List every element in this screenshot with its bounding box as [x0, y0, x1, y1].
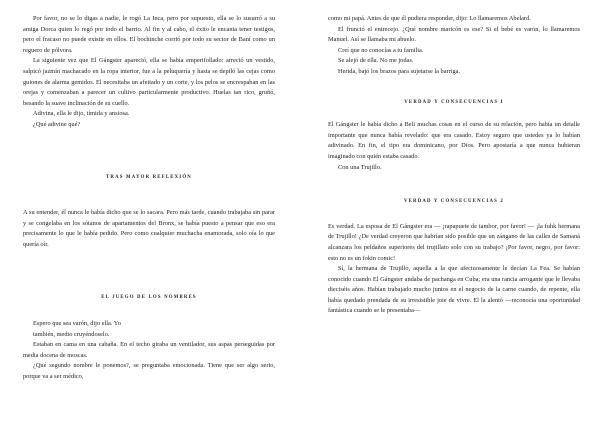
paragraph: Creí que no conocías a tu familia. — [338, 46, 424, 54]
section-title: EL JUEGO DE LOS NOMBRES — [101, 294, 197, 300]
paragraph: El frunció el entrecejo. ¿Qué nombre maricón es ese? Si el bebé es varón, lo llamaremos Manuel. Así se llamaba mi abuelo. — [328, 25, 580, 44]
paragraph: Se alejó de ella. No me jodas. — [338, 57, 414, 65]
paragraph: Sí, la hermana de Trujillo, aquella a la que afectuosamente le decían La Fea. Se habían conocido cuando El Gángster andaba de pachanga en Cuba; era una rancia arrogante que le llevaba dieciséis años. Habían trabajado mucho juntos en el negocio de la carne cuando, de repente, ella había quedado prendada de su irresistible joie de vivre. El la alentó —reconocía una oportunidad fantástica cuando se le presentaba— — [328, 265, 580, 315]
paragraph: Por favor, no se lo digas a nadie, le rogó La Inca, pero por supuesto, ella se lo susurró a su amiga Dorca quien lo regó por todo el barrio. Al fin y al cabo, el éxito le encanta tener testigos, pero el fracaso no puede existir en ellos. El bochinche corrió por todo su sector de Baní como un reguero de pólvora. — [23, 15, 275, 54]
paragraph: A su entender, él nunca le había dicho que se lo sacara. Pero más tarde, cuando trabajaba sin parar y se congelaba en los sótanos de apartamentos del Bronx, se había puesto a pensar que eso era precisamente lo que le había pedido. Pero como cualquier muchacha enamorada, solo oía lo que quería oír. — [23, 209, 275, 248]
paragraph: Herida, bajó los brazos para sujetarse la barriga. — [338, 67, 461, 75]
right-page — [328, 14, 580, 317]
section-title: TRAS MAYOR REFLEXIÓN — [106, 174, 192, 180]
paragraph: Es verdad. La esposa de El Gángster era — ¡rapapuete de tambor, por favor! — ¡la fuhk hermana de Trujillo! ¿De verdad creyeron que habrían sido posible que un zángano de las calles de Samaná alcanzara los peldaños superiores del trujillato solo con su trabajo? ¡Por favor, negro, por favor: esto no es un fokin comic! — [328, 222, 580, 262]
paragraph: también, medio cruyéndoselo. — [33, 330, 110, 338]
paragraph: ¿Qué adivine qué? — [33, 120, 81, 128]
paragraph: como mi papá. Antes de que él pudiera responder, dijo: Lo llamaremos Abelard. — [328, 15, 531, 22]
section-title: VERDAD Y CONSECUENCIAS I — [404, 99, 504, 105]
paragraph: Adivina, ella le dijo, tímida y ansiosa. — [33, 110, 130, 118]
paragraph: El Gángster le había dicho a Beli muchas cosas en el curso de su relación, pero había un detalle importante que nunca había revelado: que era casado. Estoy seguro que ustedes ya lo habían adivinado. En fin, el tipo era dominicano, por Dios. Pero apostaría a que nunca hubieran imaginado con quién estaba casado. — [328, 121, 580, 160]
paragraph: La siguiente vez que El Gángster apareció, ella se había emperifollado: arreció un vestido, salpicó jazmín machacado en la ropa interior, fue a la peluquería y hasta se depiló las cejas como guiones de alarma gemidos. El necesitaba un afeitado y un corte, y los pelos se encrespaban en las orejas y comenzaban a parecer un cultivo particularmente productivo. Huelas tan rico, gruñó, besando la suave inclinación de su cuello. — [23, 57, 275, 107]
paragraph: Estaban en cama en una cabaña. En el techo giraba un ventilador, sus aspas perseguidas por media docena de moscas. — [23, 341, 275, 359]
section-title: VERDAD Y CONSECUENCIAS 2 — [403, 199, 504, 205]
left-page — [23, 14, 275, 383]
paragraph: Con una Trujillo. — [338, 163, 382, 171]
paragraph: ¿Qué segundo nombre le ponemos?, se preguntaba emocionada. Tiene que ser algo serio, porque va a ser médico, — [23, 362, 275, 381]
paragraph: Espero que sea varón, dijo ella. Yo — [33, 320, 121, 328]
